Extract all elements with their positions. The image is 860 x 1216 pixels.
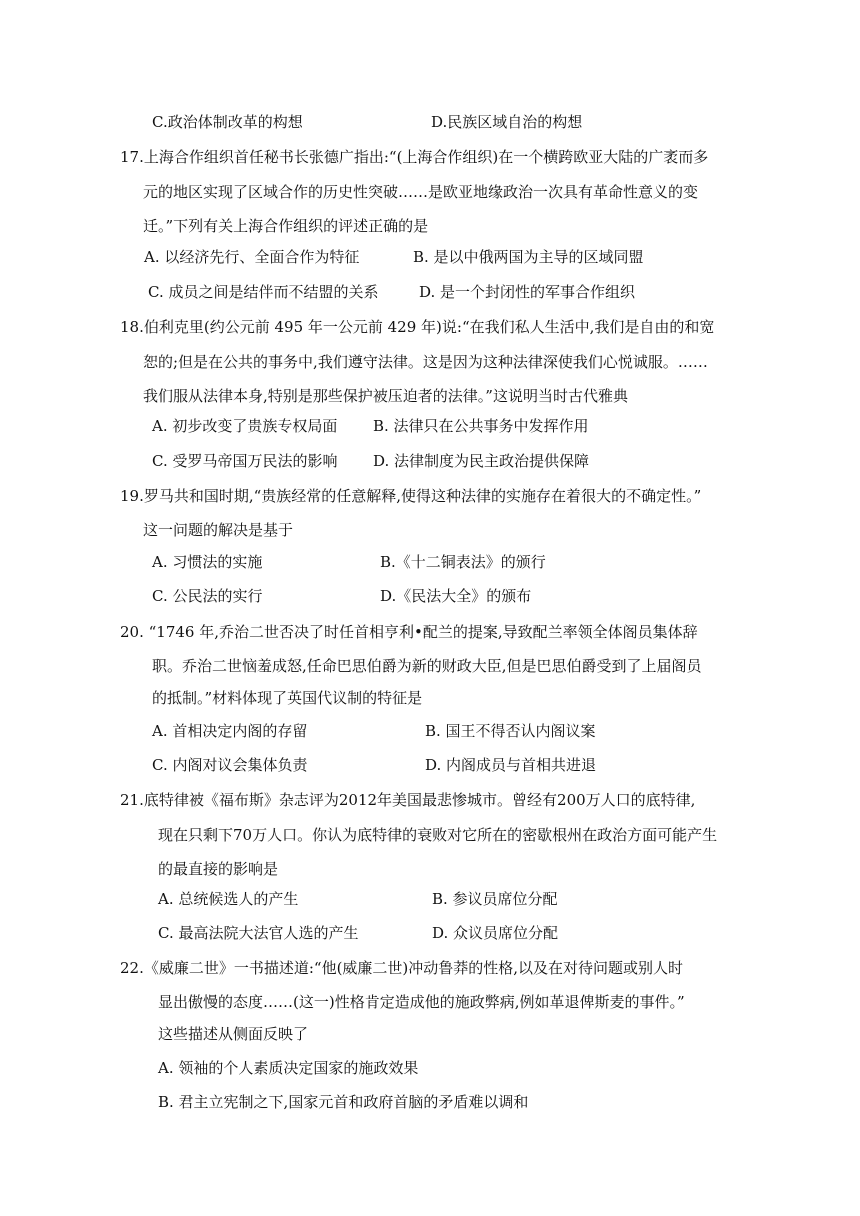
q18-stem-line3: 我们服从法律本身,特别是那些保护被压迫者的法律。”这说明当时古代雅典 — [143, 387, 628, 405]
q16-option-d: D.民族区域自治的构想 — [431, 113, 583, 131]
q18-stem-line2: 恕的;但是在公共的事务中,我们遵守法律。这是因为这种法律深使我们心悦诚服。…… — [143, 353, 708, 371]
q18-option-b: B. 法律只在公共事务中发挥作用 — [373, 417, 589, 435]
q17-option-d: D. 是一个封闭性的军事合作组织 — [419, 283, 636, 301]
q22-option-a: A. 领袖的个人素质决定国家的施政效果 — [158, 1059, 419, 1077]
q21-option-d: D. 众议员席位分配 — [432, 924, 559, 942]
q22-option-b: B. 君主立宪制之下,国家元首和政府首脑的矛盾难以调和 — [158, 1093, 529, 1111]
q20-stem-line2: 职。乔治二世恼羞成怒,任命巴思伯爵为新的财政大臣,但是巴思伯爵受到了上届阁员 — [152, 657, 702, 675]
q19-option-d: D.《民法大全》的颁布 — [380, 587, 532, 605]
q17-stem-line1: 17.上海合作组织首任秘书长张德广指出:“(上海合作组织)在一个横跨欧亚大陆的广袤而多 — [120, 148, 709, 166]
q18-stem-line1: 18.伯利克里(约公元前 495 年一公元前 429 年)说:“在我们私人生活中,我们是自由的和宽 — [120, 318, 715, 336]
q21-stem-line3: 的最直接的影响是 — [158, 860, 279, 878]
q19-stem-line2: 这一问题的解决是基于 — [143, 521, 294, 539]
q19-option-a: A. 习惯法的实施 — [152, 553, 263, 571]
q20-option-d: D. 内阁成员与首相共进退 — [425, 756, 597, 774]
q17-option-c: C. 成员之间是结伴而不结盟的关系 — [148, 283, 379, 301]
q21-stem-line1: 21.底特律被《福布斯》杂志评为2012年美国最悲惨城市。曾经有200万人口的底特律, — [120, 791, 696, 809]
q20-stem-line1: 20. “1746 年,乔治二世否决了时任首相亨利•配兰的提案,导致配兰率领全体阁员集体辞 — [120, 623, 698, 641]
q20-option-c: C. 内阁对议会集体负责 — [152, 756, 308, 774]
q17-stem-line2: 元的地区实现了区域合作的历史性突破……是欧亚地缘政治一次具有革命性意义的变 — [143, 183, 699, 201]
q20-stem-line3: 的抵制。”材料体现了英国代议制的特征是 — [152, 689, 423, 707]
q17-stem-line3: 迁。”下列有关上海合作组织的评述正确的是 — [143, 217, 429, 235]
q21-option-a: A. 总统候选人的产生 — [158, 890, 299, 908]
q18-option-d: D. 法律制度为民主政治提供保障 — [373, 452, 590, 470]
q19-stem-line1: 19.罗马共和国时期,“贵族经常的任意解释,使得这种法律的实施存在着很大的不确定性。” — [120, 487, 702, 505]
q19-option-b: B.《十二铜表法》的颁行 — [380, 553, 546, 571]
q17-option-b: B. 是以中俄两国为主导的区域同盟 — [413, 248, 644, 266]
q21-option-b: B. 参议员席位分配 — [432, 890, 558, 908]
q22-stem-line2: 显出傲慢的态度……(这一)性格肯定造成他的施政弊病,例如革退俾斯麦的事件。” — [158, 993, 685, 1011]
q17-option-a: A. 以经济先行、全面合作为特征 — [144, 248, 360, 266]
q22-stem-line1: 22.《威廉二世》一书描述道:“他(威廉二世)冲动鲁莽的性格,以及在对待问题或别人时 — [120, 959, 684, 977]
q16-option-c: C.政治体制改革的构想 — [152, 113, 303, 131]
q20-option-b: B. 国王不得否认内阁议案 — [425, 722, 596, 740]
q18-option-c: C. 受罗马帝国万民法的影响 — [152, 452, 338, 470]
q22-stem-line3: 这些描述从侧面反映了 — [158, 1025, 309, 1043]
q19-option-c: C. 公民法的实行 — [152, 587, 263, 605]
q21-stem-line2: 现在只剩下70万人口。你认为底特律的衰败对它所在的密歇根州在政治方面可能产生 — [158, 826, 718, 844]
q18-option-a: A. 初步改变了贵族专权局面 — [152, 417, 338, 435]
q20-option-a: A. 首相决定内阁的存留 — [152, 722, 308, 740]
q21-option-c: C. 最高法院大法官人选的产生 — [158, 924, 359, 942]
